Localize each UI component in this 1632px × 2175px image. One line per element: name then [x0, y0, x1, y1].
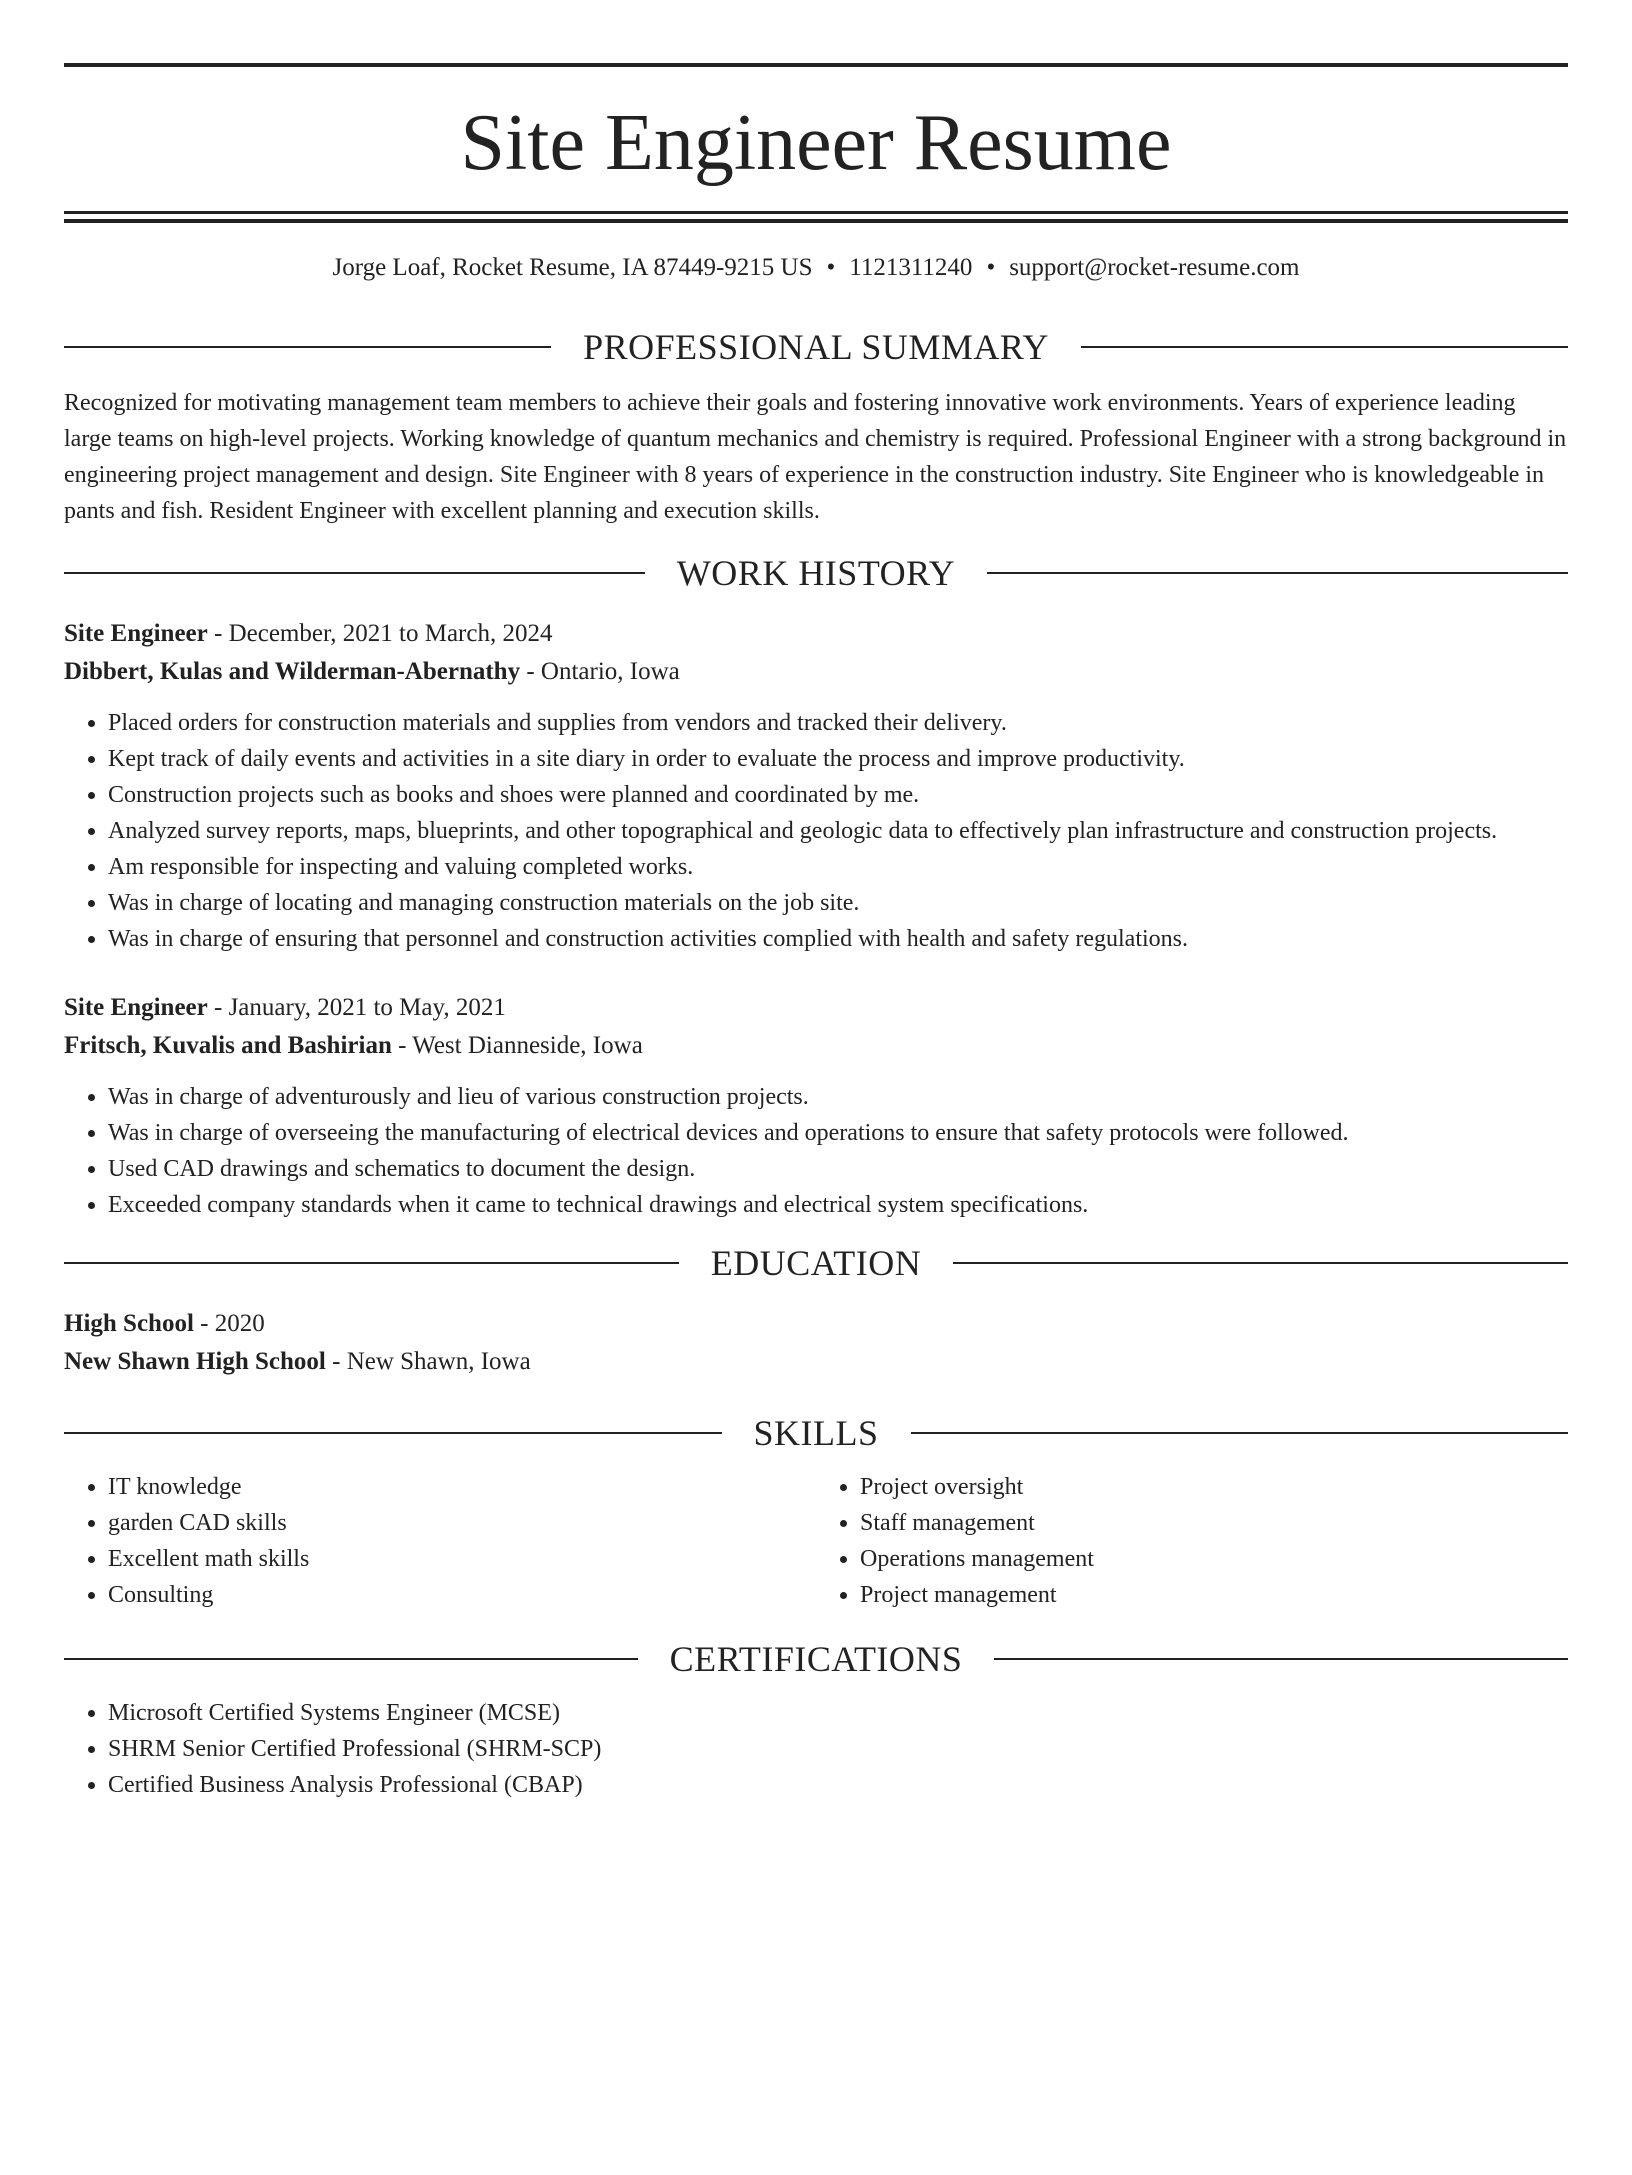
skill-item: • Consulting [108, 1577, 816, 1613]
contact-phone: 1121311240 [849, 254, 973, 281]
summary-text: Recognized for motivating management team members to achieve their goals and fostering innovative work environments. Years of experience leading large teams on high-level projects. Working knowledge of quantum mechanics and chemistry is required. Professional Engineer with a strong background in engineering project management and design. Site Engineer with 8 years of experience in the construction industry. Site Engineer who is knowledgeable in pants and fish. Resident Engineer with excellent planning and execution skills. [64, 390, 1567, 524]
list-item: • Was in charge of locating and managing construction materials on the job site. [108, 885, 1568, 921]
divider-line [994, 1658, 1568, 1660]
skill-item: • garden CAD skills [108, 1505, 816, 1541]
divider-line [911, 1432, 1569, 1434]
school-name: New Shawn High School [64, 1348, 326, 1375]
job-bullets [64, 705, 1568, 957]
job-title: Site Engineer [64, 620, 208, 647]
title-double-rule [64, 211, 1568, 223]
list-item: • Construction projects such as books and shoes were planned and coordinated by me. [108, 777, 1568, 813]
section-title: SKILLS [753, 1413, 879, 1453]
skill-item: • Excellent math skills [108, 1541, 816, 1577]
job-company: Dibbert, Kulas and Wilderman-Abernathy [64, 658, 521, 685]
school-line [64, 1343, 1568, 1381]
job-company-line [64, 653, 1568, 691]
job-dates: - January, 2021 to May, 2021 [207, 994, 506, 1021]
list-item: • Kept track of daily events and activities in a site diary in order to evaluate the process and improve productivity. [108, 741, 1568, 777]
job-location: - West Dianneside, Iowa [391, 1032, 643, 1059]
job-dates: - December, 2021 to March, 2024 [207, 620, 553, 647]
job-title-line [64, 615, 1568, 653]
list-item: • Was in charge of ensuring that personnel and construction activities complied with health and safety regulations. [108, 921, 1568, 957]
divider-line [1081, 346, 1568, 348]
list-item: • Placed orders for construction materials and supplies from vendors and tracked their delivery. [108, 705, 1568, 741]
job-company-line [64, 1027, 1568, 1065]
divider-line [64, 1262, 679, 1264]
job-entry [64, 615, 1568, 957]
list-item: • Was in charge of adventurously and lieu of various construction projects. [108, 1079, 1568, 1115]
skill-item: • IT knowledge [108, 1469, 816, 1505]
job-bullets [64, 1079, 1568, 1223]
divider-line [987, 572, 1568, 574]
certifications-list [64, 1695, 1568, 1803]
list-item: • Used CAD drawings and schematics to document the design. [108, 1151, 1568, 1187]
contact-address: Jorge Loaf, Rocket Resume, IA 87449-9215 US [332, 254, 813, 281]
certification-item: • Microsoft Certified Systems Engineer (MCSE) [108, 1695, 1568, 1731]
school-location: - New Shawn, Iowa [325, 1348, 531, 1375]
job-title: Site Engineer [64, 994, 208, 1021]
section-header-work-history [64, 553, 1568, 593]
divider-line [64, 346, 551, 348]
skill-item: • Staff management [860, 1505, 1568, 1541]
skills-column-left [64, 1469, 816, 1613]
graduation-year: - 2020 [193, 1310, 265, 1337]
job-title-line [64, 989, 1568, 1027]
divider-line [953, 1262, 1568, 1264]
divider-line [64, 572, 645, 574]
section-title: WORK HISTORY [676, 553, 956, 593]
top-rule [64, 63, 1568, 67]
education-entry [64, 1305, 1568, 1381]
degree-line [64, 1305, 1568, 1343]
section-header-education [64, 1243, 1568, 1283]
skill-item: • Project management [860, 1577, 1568, 1613]
resume-page [0, 63, 1632, 2175]
list-item: • Exceeded company standards when it came to technical drawings and electrical system specifications. [108, 1187, 1568, 1223]
certification-item: • Certified Business Analysis Professional (CBAP) [108, 1767, 1568, 1803]
skill-item: • Project oversight [860, 1469, 1568, 1505]
list-item: • Analyzed survey reports, maps, blueprints, and other topographical and geologic data to effectively plan infrastructure and construction projects. [108, 813, 1568, 849]
section-header-certifications [64, 1639, 1568, 1679]
skills-column-right [816, 1469, 1568, 1613]
section-title: EDUCATION [710, 1243, 922, 1283]
contact-line [64, 253, 1568, 283]
skill-item: • Operations management [860, 1541, 1568, 1577]
page-title: Site Engineer Resume [460, 99, 1172, 187]
section-header-skills [64, 1413, 1568, 1453]
section-header-summary [64, 327, 1568, 367]
certification-item: • SHRM Senior Certified Professional (SHRM-SCP) [108, 1731, 1568, 1767]
job-entry [64, 989, 1568, 1223]
job-location: - Ontario, Iowa [520, 658, 680, 685]
divider-line [64, 1432, 722, 1434]
contact-separator: • [826, 254, 836, 281]
divider-line [64, 1658, 638, 1660]
list-item: • Am responsible for inspecting and valuing completed works. [108, 849, 1568, 885]
job-company: Fritsch, Kuvalis and Bashirian [64, 1032, 392, 1059]
section-title: PROFESSIONAL SUMMARY [583, 327, 1049, 367]
list-item: • Was in charge of overseeing the manufacturing of electrical devices and operations to ensure that safety protocols were followed. [108, 1115, 1568, 1151]
degree: High School [64, 1310, 194, 1337]
contact-email: support@rocket-resume.com [1009, 254, 1300, 281]
skills-grid [64, 1469, 1568, 1613]
section-title: CERTIFICATIONS [669, 1639, 963, 1679]
contact-separator: • [986, 254, 996, 281]
